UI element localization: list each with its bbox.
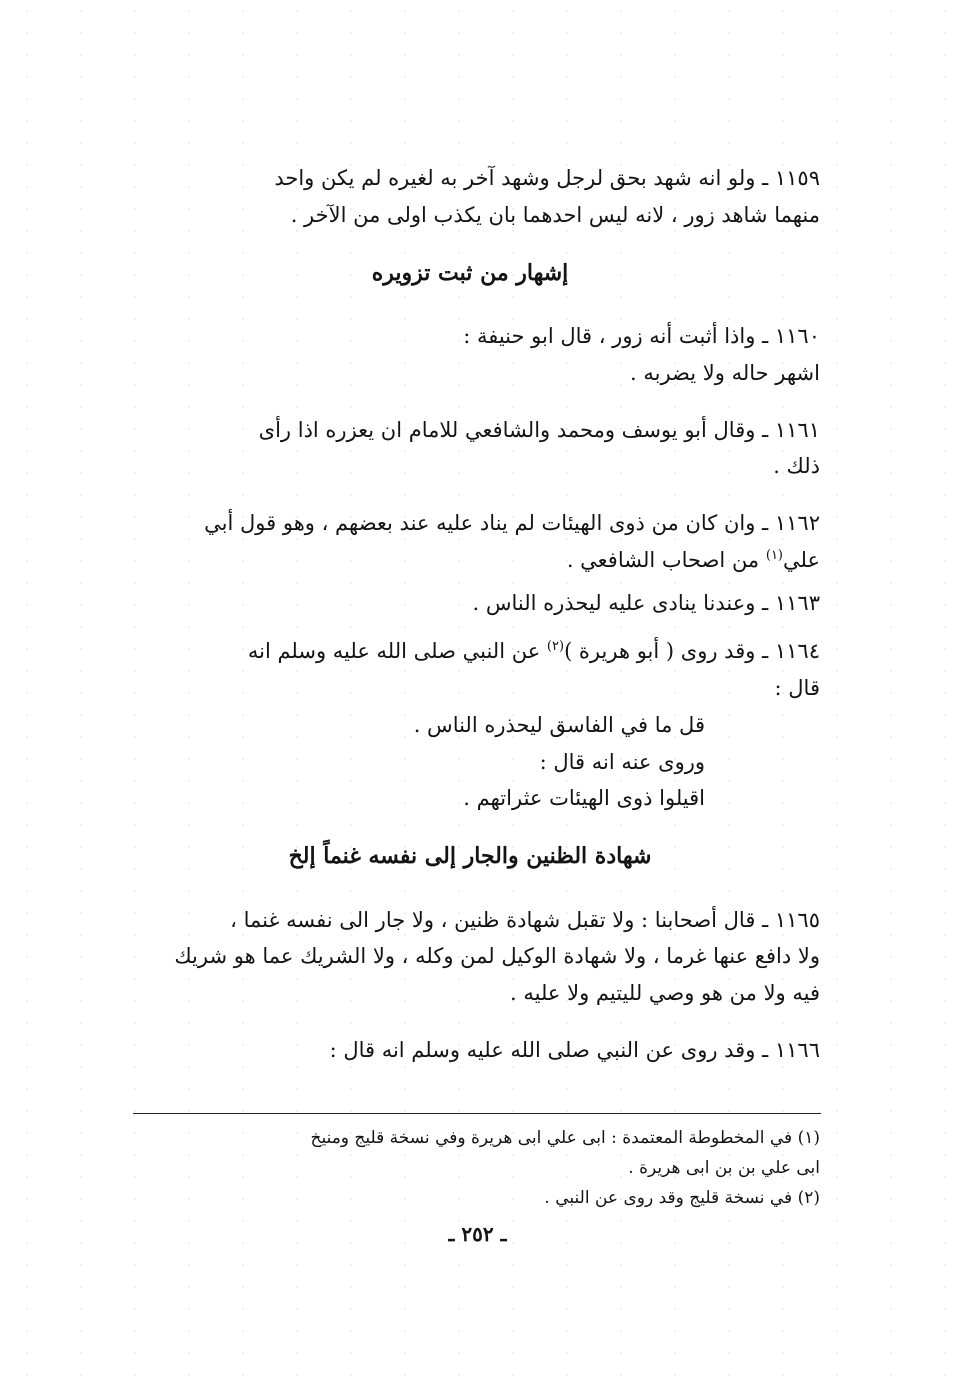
paragraph-1165-line-3: فيه ولا من هو وصي لليتيم ولا عليه . [510,981,820,1005]
paragraph-1166 [120,1032,820,1069]
footnote-2: (٢) في نسخة قليج وقد روى عن النبي . [544,1187,820,1208]
paragraph-1164-line-2: قال : [774,676,820,700]
paragraph-1161 [120,412,820,486]
paragraph-1160 [120,318,820,392]
footnote-divider [133,1113,821,1114]
paragraph-1159 [120,160,820,234]
paragraph-1162-line-2 [120,542,820,579]
footnotes [120,1124,820,1213]
hadith-quote-1: قل ما في الفاسق ليحذره الناس . [413,712,705,737]
section-heading-shahadat-al-zanin: شهادة الظنين والجار إلى نفسه غنماً إلخ [288,843,652,869]
main-text [120,160,820,1089]
page-number: ـ ٢٥٢ ـ [448,1222,507,1246]
paragraph-1160-line-1: ١١٦٠ ـ واذا أثبت أنه زور ، قال ابو حنيفة : [463,324,820,348]
footnote-ref-1: (١) [765,547,783,563]
paragraph-1161-line-2: ذلك . [773,454,820,479]
paragraph-1160-line-2: اشهر حاله ولا يضربه . [630,360,820,385]
footnote-1-line-1: (١) في المخطوطة المعتمدة : ابى علي ابى هريرة وفي نسخة قليج ومنيخ [310,1128,820,1148]
paragraph-1164 [120,633,820,817]
paragraph-1162-line-1: ١١٦٢ ـ وان كان من ذوى الهيئات لم يناد عليه عند بعضهم ، وهو قول أبي [204,511,820,535]
paragraph-1162-rest: من اصحاب الشافعي . [566,547,766,572]
paragraph-1164-end: عن النبي صلى الله عليه وسلم انه [247,639,547,664]
paragraph-1166-line-1: ١١٦٦ ـ وقد روى عن النبي صلى الله عليه وسلم انه قال : [329,1037,820,1062]
paragraph-1165 [120,902,820,1012]
paragraph-1159-line-2: منهما شاهد زور ، لانه ليس احدهما بان يكذب اولى من الآخر . [290,202,820,227]
footnote-1-line-2: ابى علي بن بن ابى هريرة . [628,1157,820,1178]
paragraph-1159-line-1: ١١٥٩ ـ ولو انه شهد بحق لرجل وشهد آخر به لغيره لم يكن واحد [274,166,820,190]
paragraph-1164-start: ١١٦٤ ـ وقد روى ( أبو هريرة ) [564,639,820,664]
paragraph-1162-abi-ali: علي [783,547,820,572]
footnote-ref-2: (٢) [546,639,565,655]
paragraph-1165-line-2: ولا دافع عنها غرما ، ولا شهادة الوكيل لمن وكله ، ولا الشريك عما هو شريك [174,944,820,969]
paragraph-1163 [120,585,820,622]
section-heading-ishhar: إشهار من ثبت تزويره [371,259,569,286]
paragraph-1162 [120,505,820,579]
paragraph-1165-line-1: ١١٦٥ ـ قال أصحابنا : ولا تقبل شهادة ظنين ، ولا جار الى نفسه غنما ، [230,907,820,932]
paragraph-1163-line-1: ١١٦٣ ـ وعندنا ينادى عليه ليحذره الناس . [472,590,820,615]
hadith-quote-3: اقيلوا ذوى الهيئات عثراتهم . [463,786,705,811]
paragraph-1161-line-1: ١١٦١ ـ وقال أبو يوسف ومحمد والشافعي للامام ان يعزره اذا رأى [258,417,820,442]
paragraph-1164-line-1 [120,633,820,670]
hadith-quote-2: وروى عنه انه قال : [539,749,705,774]
